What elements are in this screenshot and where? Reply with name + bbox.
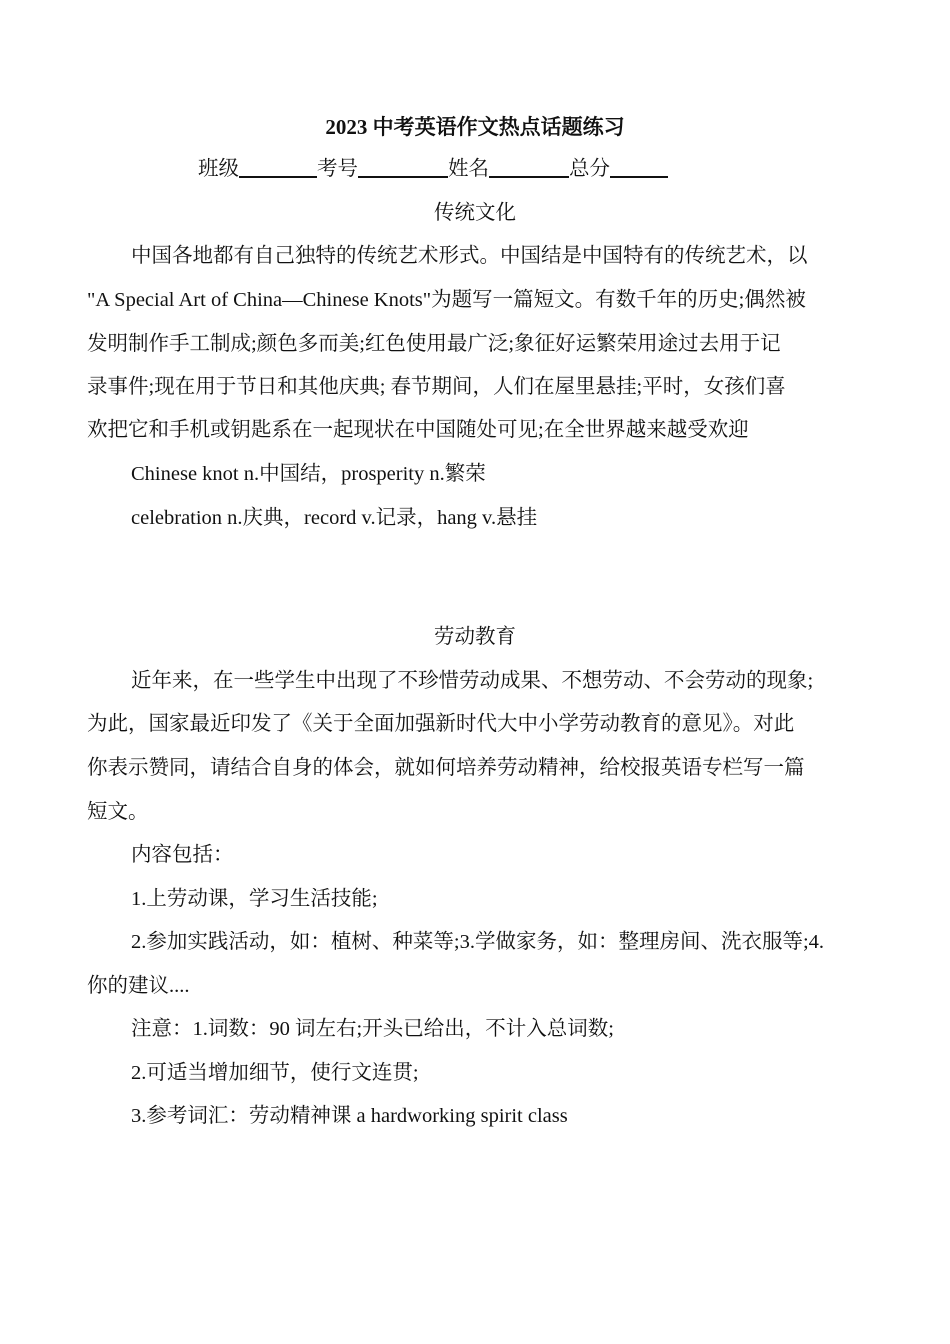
section1-line: 发明制作手工制成;颜色多而美;红色使用最广泛;象征好运繁荣用途过去用于记 xyxy=(87,333,781,355)
note-2: 2.可适当增加细节，使行文连贯; xyxy=(131,1062,419,1084)
note-1: 注意：1.词数：90 词左右;开头已给出，不计入总词数; xyxy=(131,1018,614,1040)
name-label: 姓名 xyxy=(448,158,489,180)
section1-vocab: Chinese knot n.中国结，prosperity n.繁荣 xyxy=(131,463,486,485)
section2-heading: 劳动教育 xyxy=(434,626,516,648)
section1-line: 中国各地都有自己独特的传统艺术形式。中国结是中国特有的传统艺术，以 xyxy=(131,245,808,267)
section1-vocab: celebration n.庆典，record v.记录，hang v.悬挂 xyxy=(131,507,538,529)
section2-line: 短文。 xyxy=(87,801,149,823)
content-item-1: 1.上劳动课，学习生活技能; xyxy=(131,888,378,910)
class-label: 班级 xyxy=(198,158,239,180)
section2-line: 近年来，在一些学生中出现了不珍惜劳动成果、不想劳动、不会劳动的现象; xyxy=(131,670,814,692)
exam-no-blank[interactable] xyxy=(358,156,448,178)
total-label: 总分 xyxy=(569,158,610,180)
section2-line: 为此，国家最近印发了《关于全面加强新时代大中小学劳动教育的意见》。对此 xyxy=(87,713,795,735)
header-fields xyxy=(198,155,798,183)
section2-line: 你表示赞同，请结合自身的体会，就如何培养劳动精神，给校报英语专栏写一篇 xyxy=(87,757,805,779)
exam-no-label: 考号 xyxy=(317,158,358,180)
section1-line: 欢把它和手机或钥匙系在一起现状在中国随处可见;在全世界越来越受欢迎 xyxy=(87,419,749,441)
total-blank[interactable] xyxy=(610,156,668,178)
content-item-2-cont: 你的建议.... xyxy=(87,975,190,997)
class-blank[interactable] xyxy=(239,156,317,178)
section1-line: 录事件;现在用于节日和其他庆典; 春节期间，人们在屋里悬挂;平时，女孩们喜 xyxy=(87,376,786,398)
section1-heading: 传统文化 xyxy=(434,202,516,224)
content-label: 内容包括： xyxy=(131,844,234,866)
name-blank[interactable] xyxy=(489,156,569,178)
document-title: 2023 中考英语作文热点话题练习 xyxy=(325,115,625,139)
section1-line: "A Special Art of China—Chinese Knots"为题写一篇短文。有数千年的历史;偶然被 xyxy=(87,289,806,311)
note-3: 3.参考词汇：劳动精神课 a hardworking spirit class xyxy=(131,1105,568,1127)
content-item-2: 2.参加实践活动，如：植树、种菜等;3.学做家务，如：整理房间、洗衣服等;4. xyxy=(131,931,825,953)
